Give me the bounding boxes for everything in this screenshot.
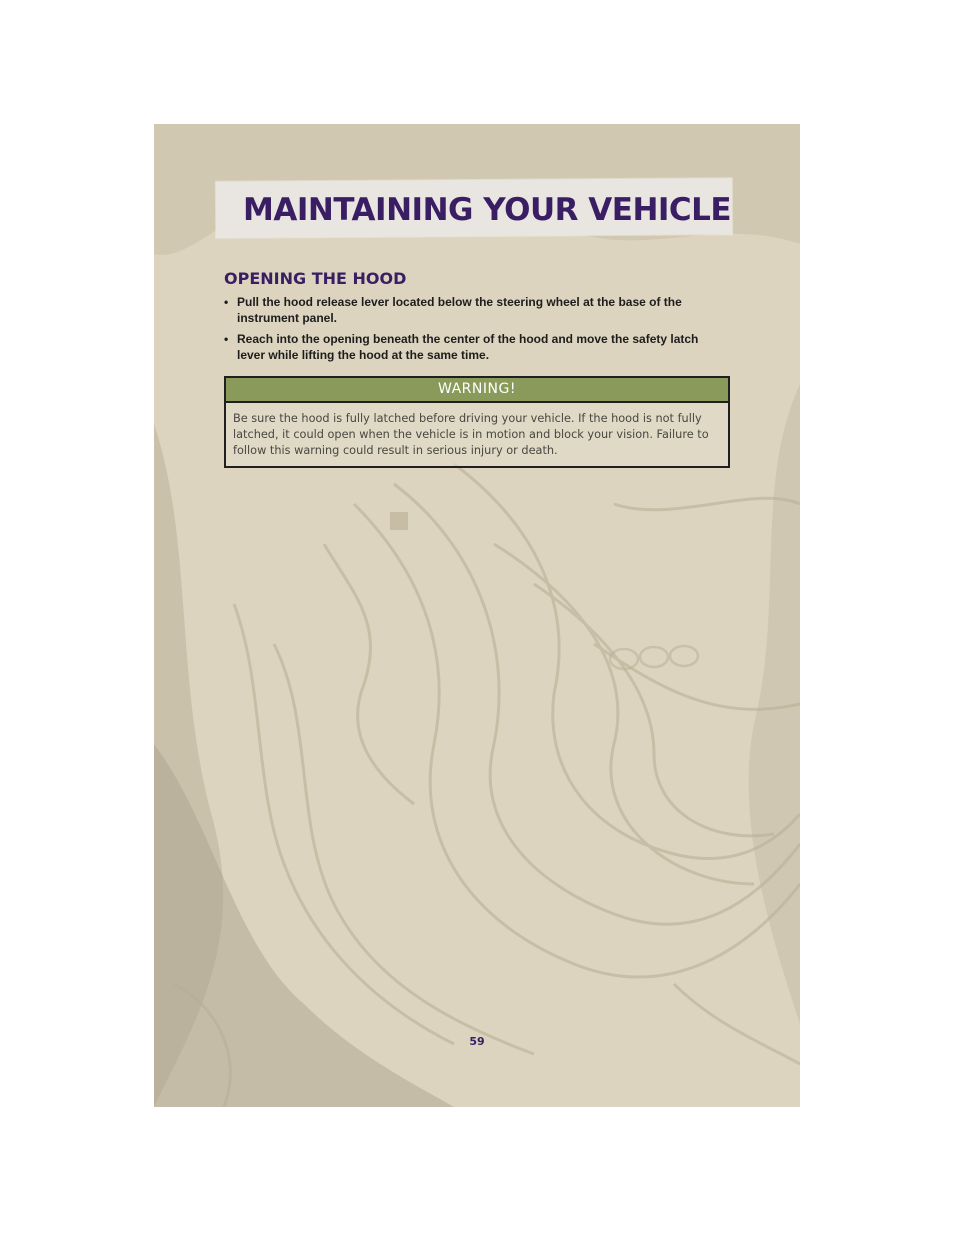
list-item-text: Reach into the opening beneath the center of the hood and move the safety latch lever while lifting the hood at the same time. xyxy=(237,332,699,362)
page-title: MAINTAINING YOUR VEHICLE xyxy=(243,192,732,228)
page-number: 59 xyxy=(469,1035,485,1048)
list-item xyxy=(224,294,724,326)
warning-text: Be sure the hood is fully latched before driving your vehicle. If the hood is not fully latched, it could open when the vehicle is in motion and block your vision. Failure to follow this warning could result in serious injury or death. xyxy=(233,412,709,457)
section-heading: OPENING THE HOOD xyxy=(224,269,407,288)
bullet-icon: • xyxy=(224,332,229,346)
manual-page xyxy=(154,124,800,1107)
warning-label: WARNING! xyxy=(226,378,728,403)
bullet-icon: • xyxy=(224,295,229,309)
warning-box xyxy=(224,376,730,468)
instruction-list xyxy=(224,294,724,368)
list-item xyxy=(224,331,724,363)
list-item-text: Pull the hood release lever located below the steering wheel at the base of the instrument panel. xyxy=(237,295,682,325)
